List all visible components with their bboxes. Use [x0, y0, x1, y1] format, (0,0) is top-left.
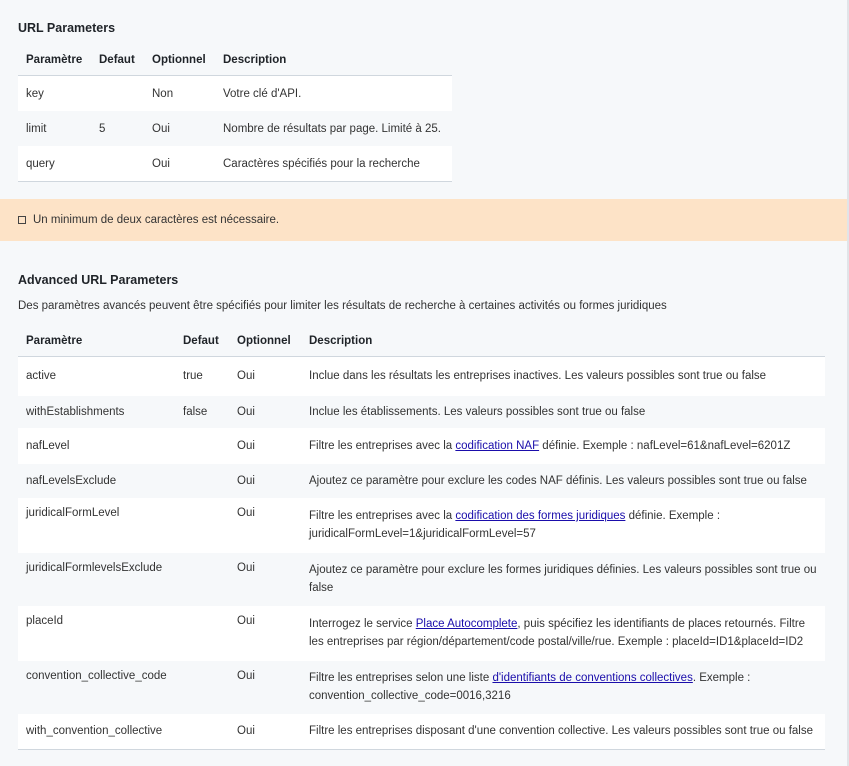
table-header-row [18, 326, 825, 357]
description-cell: Inclue dans les résultats les entreprises inactives. Les valeurs possibles sont true ou false [301, 357, 825, 396]
advanced-description: Des paramètres avancés peuvent être spécifiés pour limiter les résultats de recherche à certaines activités ou formes juridiques [18, 300, 667, 312]
description-text: Filtre les entreprises avec la [309, 510, 456, 522]
description-cell [301, 661, 825, 714]
header-optionnel: Optionnel [144, 45, 215, 76]
naf-codification-link[interactable]: codification NAF [455, 439, 540, 452]
optional-cell: Oui [229, 661, 301, 714]
place-autocomplete-link[interactable]: Place Autocomplete [415, 618, 518, 630]
table-row [18, 661, 825, 714]
description-cell: Ajoutez ce paramètre pour exclure les codes NAF définis. Les valeurs possibles sont true ou false [301, 464, 825, 498]
optional-cell: Oui [229, 498, 301, 553]
url-parameters-title: URL Parameters [18, 21, 116, 35]
header-description: Description [301, 326, 825, 357]
default-cell [175, 498, 229, 553]
conventions-collectives-link[interactable]: d'identifiants de conventions collectives [492, 672, 693, 684]
table-row [18, 464, 825, 498]
table-row [18, 428, 825, 464]
optional-cell: Oui [229, 714, 301, 750]
header-defaut: Defaut [91, 45, 144, 76]
description-text: définie. Exemple : nafLevel=61&nafLevel=6201Z [539, 439, 791, 452]
default-cell [175, 714, 229, 750]
default-cell [175, 464, 229, 498]
default-cell [175, 553, 229, 606]
description-cell [301, 428, 825, 464]
optional-cell: Oui [229, 357, 301, 396]
header-parametre: Paramètre [18, 326, 175, 357]
description-cell [301, 498, 825, 553]
header-optionnel: Optionnel [229, 326, 301, 357]
header-parametre: Paramètre [18, 45, 91, 76]
description-cell: Nombre de résultats par page. Limité à 25. [215, 111, 452, 146]
description-cell: Ajoutez ce paramètre pour exclure les formes juridiques définies. Les valeurs possibles sont true ou false [301, 553, 825, 606]
optional-cell: Non [144, 76, 215, 112]
url-parameters-table [18, 45, 452, 182]
advanced-url-parameters-title: Advanced URL Parameters [18, 273, 179, 287]
table-row [18, 553, 825, 606]
description-text: Filtre les entreprises avec la [309, 439, 456, 452]
table-row [18, 714, 825, 750]
description-cell: Filtre les entreprises disposant d'une convention collective. Les valeurs possibles sont true ou false [301, 714, 825, 750]
param-cell: juridicalFormLevel [18, 498, 175, 553]
optional-cell: Oui [144, 146, 215, 182]
header-description: Description [215, 45, 452, 76]
default-cell: false [175, 396, 229, 428]
param-cell: convention_collective_code [18, 661, 175, 714]
table-row [18, 498, 825, 553]
description-text: définie. Exemple : juridicalFormLevel=1&juridicalFormLevel=57 [309, 510, 721, 540]
param-cell: with_convention_collective [18, 714, 175, 750]
optional-cell: Oui [229, 464, 301, 498]
warning-alert [0, 199, 847, 241]
optional-cell: Oui [229, 606, 301, 661]
table-row [18, 396, 825, 428]
default-cell: true [175, 357, 229, 396]
param-cell: nafLevelsExclude [18, 464, 175, 498]
advanced-parameters-table [18, 326, 825, 750]
description-cell: Inclue les établissements. Les valeurs possibles sont true ou false [301, 396, 825, 428]
default-cell [175, 661, 229, 714]
description-text: . Exemple : convention_collective_code=0016,3216 [309, 672, 751, 702]
default-cell [91, 76, 144, 112]
table-row [18, 606, 825, 661]
table-header-row [18, 45, 452, 76]
param-cell: key [18, 76, 91, 112]
header-defaut: Defaut [175, 326, 229, 357]
default-cell [175, 606, 229, 661]
param-cell: active [18, 357, 175, 396]
param-cell: placeId [18, 606, 175, 661]
description-text: , puis spécifiez les identifiants de places retournés. Filtre les entreprises par région/département/code postal/ville/rue. Exemple : placeId=ID1&placeId=ID2 [309, 618, 806, 648]
description-text: Interrogez le service [309, 618, 416, 630]
table-row [18, 357, 825, 396]
param-cell: withEstablishments [18, 396, 175, 428]
description-cell: Caractères spécifiés pour la recherche [215, 146, 452, 182]
juridical-forms-link[interactable]: codification des formes juridiques [455, 510, 626, 522]
table-row [18, 111, 452, 146]
description-cell: Votre clé d'API. [215, 76, 452, 112]
default-cell [175, 428, 229, 464]
param-cell: juridicalFormlevelsExclude [18, 553, 175, 606]
param-cell: nafLevel [18, 428, 175, 464]
param-cell: query [18, 146, 91, 182]
alert-text: Un minimum de deux caractères est nécessaire. [33, 214, 280, 226]
square-icon [18, 216, 26, 224]
optional-cell: Oui [144, 111, 215, 146]
param-cell: limit [18, 111, 91, 146]
optional-cell: Oui [229, 553, 301, 606]
optional-cell: Oui [229, 428, 301, 464]
optional-cell: Oui [229, 396, 301, 428]
default-cell: 5 [91, 111, 144, 146]
description-text: Filtre les entreprises selon une liste [309, 672, 493, 684]
table-row [18, 146, 452, 182]
description-cell [301, 606, 825, 661]
default-cell [91, 146, 144, 182]
table-row [18, 76, 452, 112]
